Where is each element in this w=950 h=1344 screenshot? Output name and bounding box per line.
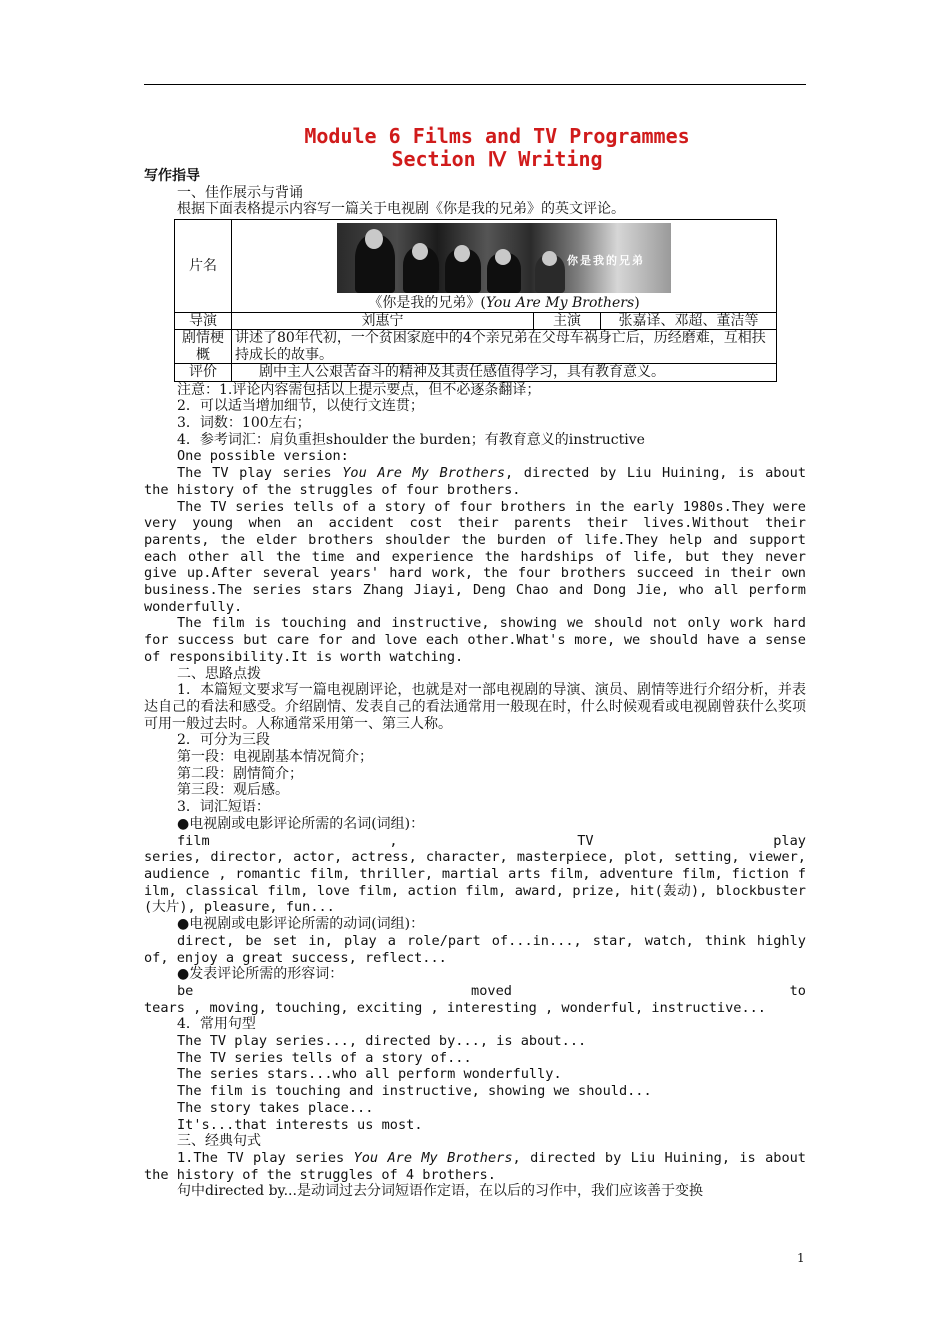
classic-sentence-1 — [144, 1150, 806, 1183]
noun-word: , — [389, 832, 398, 849]
paragraph-plan-2: 第二段：剧情简介； — [177, 765, 303, 782]
film-poster-image — [337, 223, 671, 293]
title-label: 片名 — [175, 220, 232, 313]
verbs-list: direct, be set in, play a role/part of...in..., star, watch, think highly of, enjoy a great success, reflect... — [144, 932, 806, 966]
document-body — [144, 168, 806, 1200]
plot-value: 讲述了80年代初，一个贫困家庭中的4个亲兄弟在父母车祸身亡后，历经磨难，互相扶持成长的故事。 — [232, 330, 777, 364]
note-3: 3．词数：100左右； — [177, 415, 311, 432]
adjective-word: be — [177, 982, 194, 999]
film-info-table — [174, 219, 777, 382]
essay-p1-start: The TV play series — [177, 465, 343, 482]
sentence-pattern-5: The story takes place... — [177, 1099, 374, 1116]
adjectives-first-line — [144, 983, 806, 1000]
classic-sentence-start: 1.The TV play series — [177, 1149, 354, 1166]
cast-label: 主演 — [534, 312, 601, 330]
part2-point-3: 3．词汇短语： — [177, 799, 270, 816]
part1-heading: 一、佳作展示与背诵 — [177, 184, 303, 201]
poster-face — [365, 229, 383, 249]
classic-sentence-title: You Are My Brothers — [353, 1149, 513, 1166]
sentence-pattern-3: The series stars...who all perform wonderfully. — [177, 1066, 562, 1083]
classic-sentence-end: , directed by Liu Huining, is about the history of the struggles of 4 brothers. — [144, 1149, 806, 1183]
essay-intro: One possible version: — [177, 448, 349, 465]
classic-sentence-note: 句中directed by...是动词过去分词短语作定语，在以后的习作中，我们应该善于变换 — [177, 1183, 703, 1200]
note-2: 2．可以适当增加细节，以使行文连贯； — [177, 398, 424, 415]
noun-word: film — [177, 832, 210, 849]
section-title: Section Ⅳ Writing — [391, 147, 603, 171]
part2-point-1: 1．本篇短文要求写一篇电视剧评论，也就是对一部电视剧的导演、演员、剧情等进行介绍分析，并表达自己的看法和感受。介绍剧情、发表自己的看法通常用一般现在时，什么时候观看或电视剧曾获什么奖项可用一般过去时。人称通常采用第一、第三人称。 — [144, 682, 806, 732]
cast-value: 张嘉译、邓超、董洁等 — [601, 312, 777, 330]
paragraph-plan-3: 第三段：观后感。 — [177, 782, 289, 799]
director-label: 导演 — [175, 312, 232, 330]
caption-end: ) — [634, 295, 640, 312]
adjectives-list: tears , moving, touching, exciting , interesting , wonderful, instructive... — [144, 999, 766, 1016]
part2-point-4: 4．常用句型 — [177, 1016, 256, 1033]
poster-caption — [235, 295, 773, 312]
noun-word: play — [773, 832, 806, 849]
director-value: 刘惠宁 — [232, 312, 534, 330]
sentence-pattern-4: The film is touching and instructive, showing we should... — [177, 1083, 652, 1100]
part3-heading: 三、经典句式 — [177, 1133, 261, 1150]
essay-p1-title: You Are My Brothers — [342, 465, 505, 482]
nouns-first-line — [144, 833, 806, 850]
sentence-pattern-6: It's...that interests us most. — [177, 1116, 423, 1133]
review-label: 评价 — [175, 364, 232, 382]
essay-p1-end: , directed by Liu Huining, is about the history of the struggles of four brothers. — [144, 465, 807, 498]
review-value: 剧中主人公艰苦奋斗的精神及其责任感值得学习，具有教育意义。 — [232, 364, 777, 382]
plot-label: 剧情梗概 — [175, 330, 232, 364]
module-title: Module 6 Films and TV Programmes — [304, 124, 690, 148]
noun-word: TV — [577, 832, 594, 849]
essay-paragraph-1 — [144, 465, 806, 498]
adjectives-heading: ●发表评论所需的形容词： — [177, 966, 344, 983]
sentence-pattern-1: The TV play series..., directed by..., is about... — [177, 1033, 587, 1050]
note-4: 4．参考词汇：肩负重担shoulder the burden；有教育意义的instructive — [177, 431, 645, 448]
poster-face — [495, 249, 511, 265]
poster-face — [412, 243, 428, 260]
adjective-word: to — [789, 982, 806, 999]
nouns-heading: ●电视剧或电影评论所需的名词(词组)： — [177, 815, 425, 832]
sentence-pattern-2: The TV series tells of a story of... — [177, 1049, 472, 1066]
part2-heading: 二、思路点拨 — [177, 665, 261, 682]
page-number: 1 — [797, 1251, 805, 1265]
part2-point-2: 2．可分为三段 — [177, 732, 270, 749]
caption-en: You Are My Brothers — [485, 295, 635, 312]
paragraph-plan-1: 第一段：电视剧基本情况简介； — [177, 749, 373, 766]
verbs-heading: ●电视剧或电影评论所需的动词(词组)： — [177, 916, 425, 933]
nouns-list: series, director, actor, actress, character, masterpiece, plot, setting, viewer, audience , romantic film, thriller, martial arts film, adventure film, fiction film, classical film, love film, action film, award, prize, hit(轰动), blockbuster(大片), pleasure, fun... — [144, 849, 806, 916]
title-cell — [232, 220, 777, 313]
essay-paragraph-3: The film is touching and instructive, showing we should not only work hard for success but care for and love each other.What's more, we should have a sense of responsibility.It is worth watching. — [144, 615, 806, 665]
header-rule — [144, 84, 806, 85]
poster-title-text: 你是我的兄弟 — [567, 254, 645, 268]
guide-heading: 写作指导 — [144, 168, 200, 184]
adjective-word: moved — [471, 982, 512, 999]
poster-face — [454, 245, 470, 262]
note-1: 注意：1.评论内容需包括以上提示要点，但不必逐条翻译； — [177, 381, 541, 398]
caption-cn: 《你是我的兄弟》( — [368, 295, 486, 312]
essay-paragraph-2: The TV series tells of a story of four brothers in the early 1980s.They were very young when an accident cost their parents their lives.Without their parents, the elder brothers shoulder the burden of life.They help and support each other all the time and experience the hardships of life, but they never give up.After several years' hard work, the four brothers succeed in their own business.The series stars Zhang Jiayi, Deng Chao and Dong Jie, who all perform wonderfully. — [144, 498, 806, 615]
part1-instruction: 根据下面表格提示内容写一篇关于电视剧《你是我的兄弟》的英文评论。 — [177, 201, 625, 218]
